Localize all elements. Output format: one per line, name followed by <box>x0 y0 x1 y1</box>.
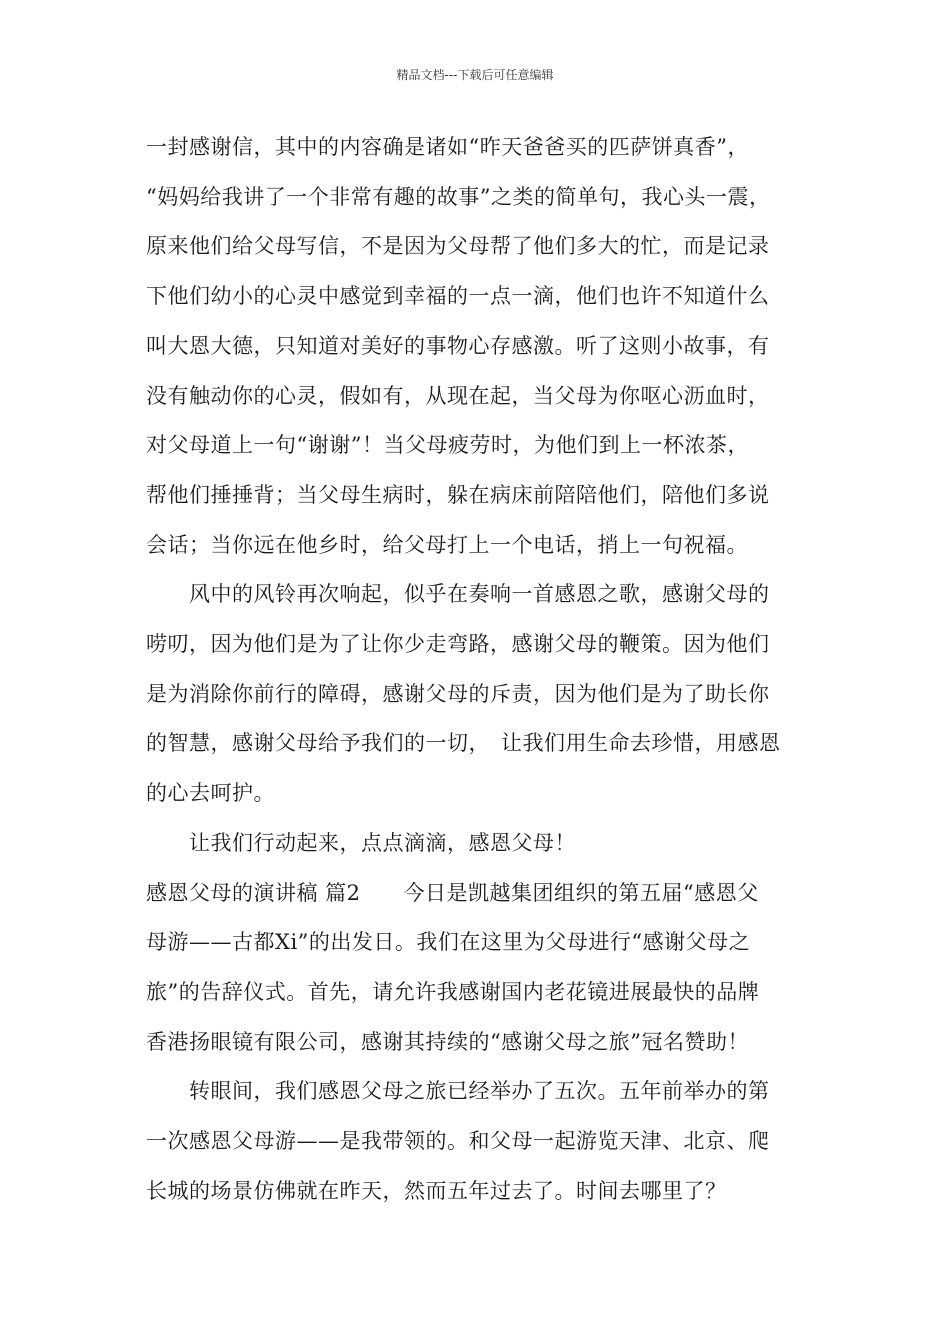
body-text-line: 旅”的告辞仪式。首先，请允许我感谢国内老花镜进展最快的品牌 <box>146 979 760 1004</box>
body-text-line: 转眼间，我们感恩父母之旅已经举办了五次。五年前举办的第 <box>146 1079 770 1104</box>
body-text-line: 唠叨，因为他们是为了让你少走弯路，感谢父母的鞭策。因为他们 <box>146 632 770 656</box>
body-text-line: 是为消除你前行的障碍，感谢父母的斥责，因为他们是为了助长你 <box>146 681 770 706</box>
body-text-line: 风中的风铃再次响起，似乎在奏响一首感恩之歌，感谢父母的 <box>146 582 770 607</box>
body-text-line: 香港扬眼镜有限公司，感谢其持续的“感谢父母之旅”冠名赞助！ <box>146 1029 749 1054</box>
body-text-line: 一封感谢信，其中的内容确是诸如“昨天爸爸买的匹萨饼真香”， <box>146 135 749 159</box>
body-text-line: 下他们幼小的心灵中感觉到幸福的一点一滴，他们也许不知道什么 <box>146 284 770 309</box>
body-text-line: 长城的场景仿佛就在昨天，然而五年过去了。时间去哪里了？ <box>146 1178 727 1203</box>
body-text-line: 让我们行动起来，点点滴滴，感恩父母！ <box>146 830 576 855</box>
body-text-line: 对父母道上一句“谢谢”！当父母疲劳时，为他们到上一杯浓茶， <box>146 433 749 458</box>
body-text-line: 母游——古都Xi”的出发日。我们在这里为父母进行“感谢父母之 <box>146 930 751 955</box>
body-text-line: 没有触动你的心灵，假如有，从现在起，当父母为你呕心沥血时， <box>146 383 770 408</box>
body-text-line: 会话；当你远在他乡时，给父母打上一个电话，捎上一句祝福。 <box>146 532 748 557</box>
body-text-line: 一次感恩父母游——是我带领的。和父母一起游览天津、北京、爬 <box>146 1129 770 1153</box>
body-text-line: 感恩父母的演讲稿 篇2 今日是凯越集团组织的第五届“感恩父 <box>146 880 759 905</box>
body-text-line: 叫大恩大德，只知道对美好的事物心存感激。听了这则小故事，有 <box>146 333 770 358</box>
body-text-line: 的心去呵护。 <box>146 781 275 806</box>
body-text-line: 原来他们给父母写信，不是因为父母帮了他们多大的忙，而是记录 <box>146 234 770 259</box>
body-text-line: 的智慧，感谢父母给予我们的一切， 让我们用生命去珍惜，用感恩 <box>146 731 781 756</box>
body-text-line: 帮他们捶捶背；当父母生病时，躲在病床前陪陪他们，陪他们多说 <box>146 482 770 507</box>
body-text-line: “妈妈给我讲了一个非常有趣的故事”之类的简单句，我心头一震， <box>146 184 771 209</box>
page-header: 精品文档---下载后可任意编辑 <box>396 68 554 82</box>
